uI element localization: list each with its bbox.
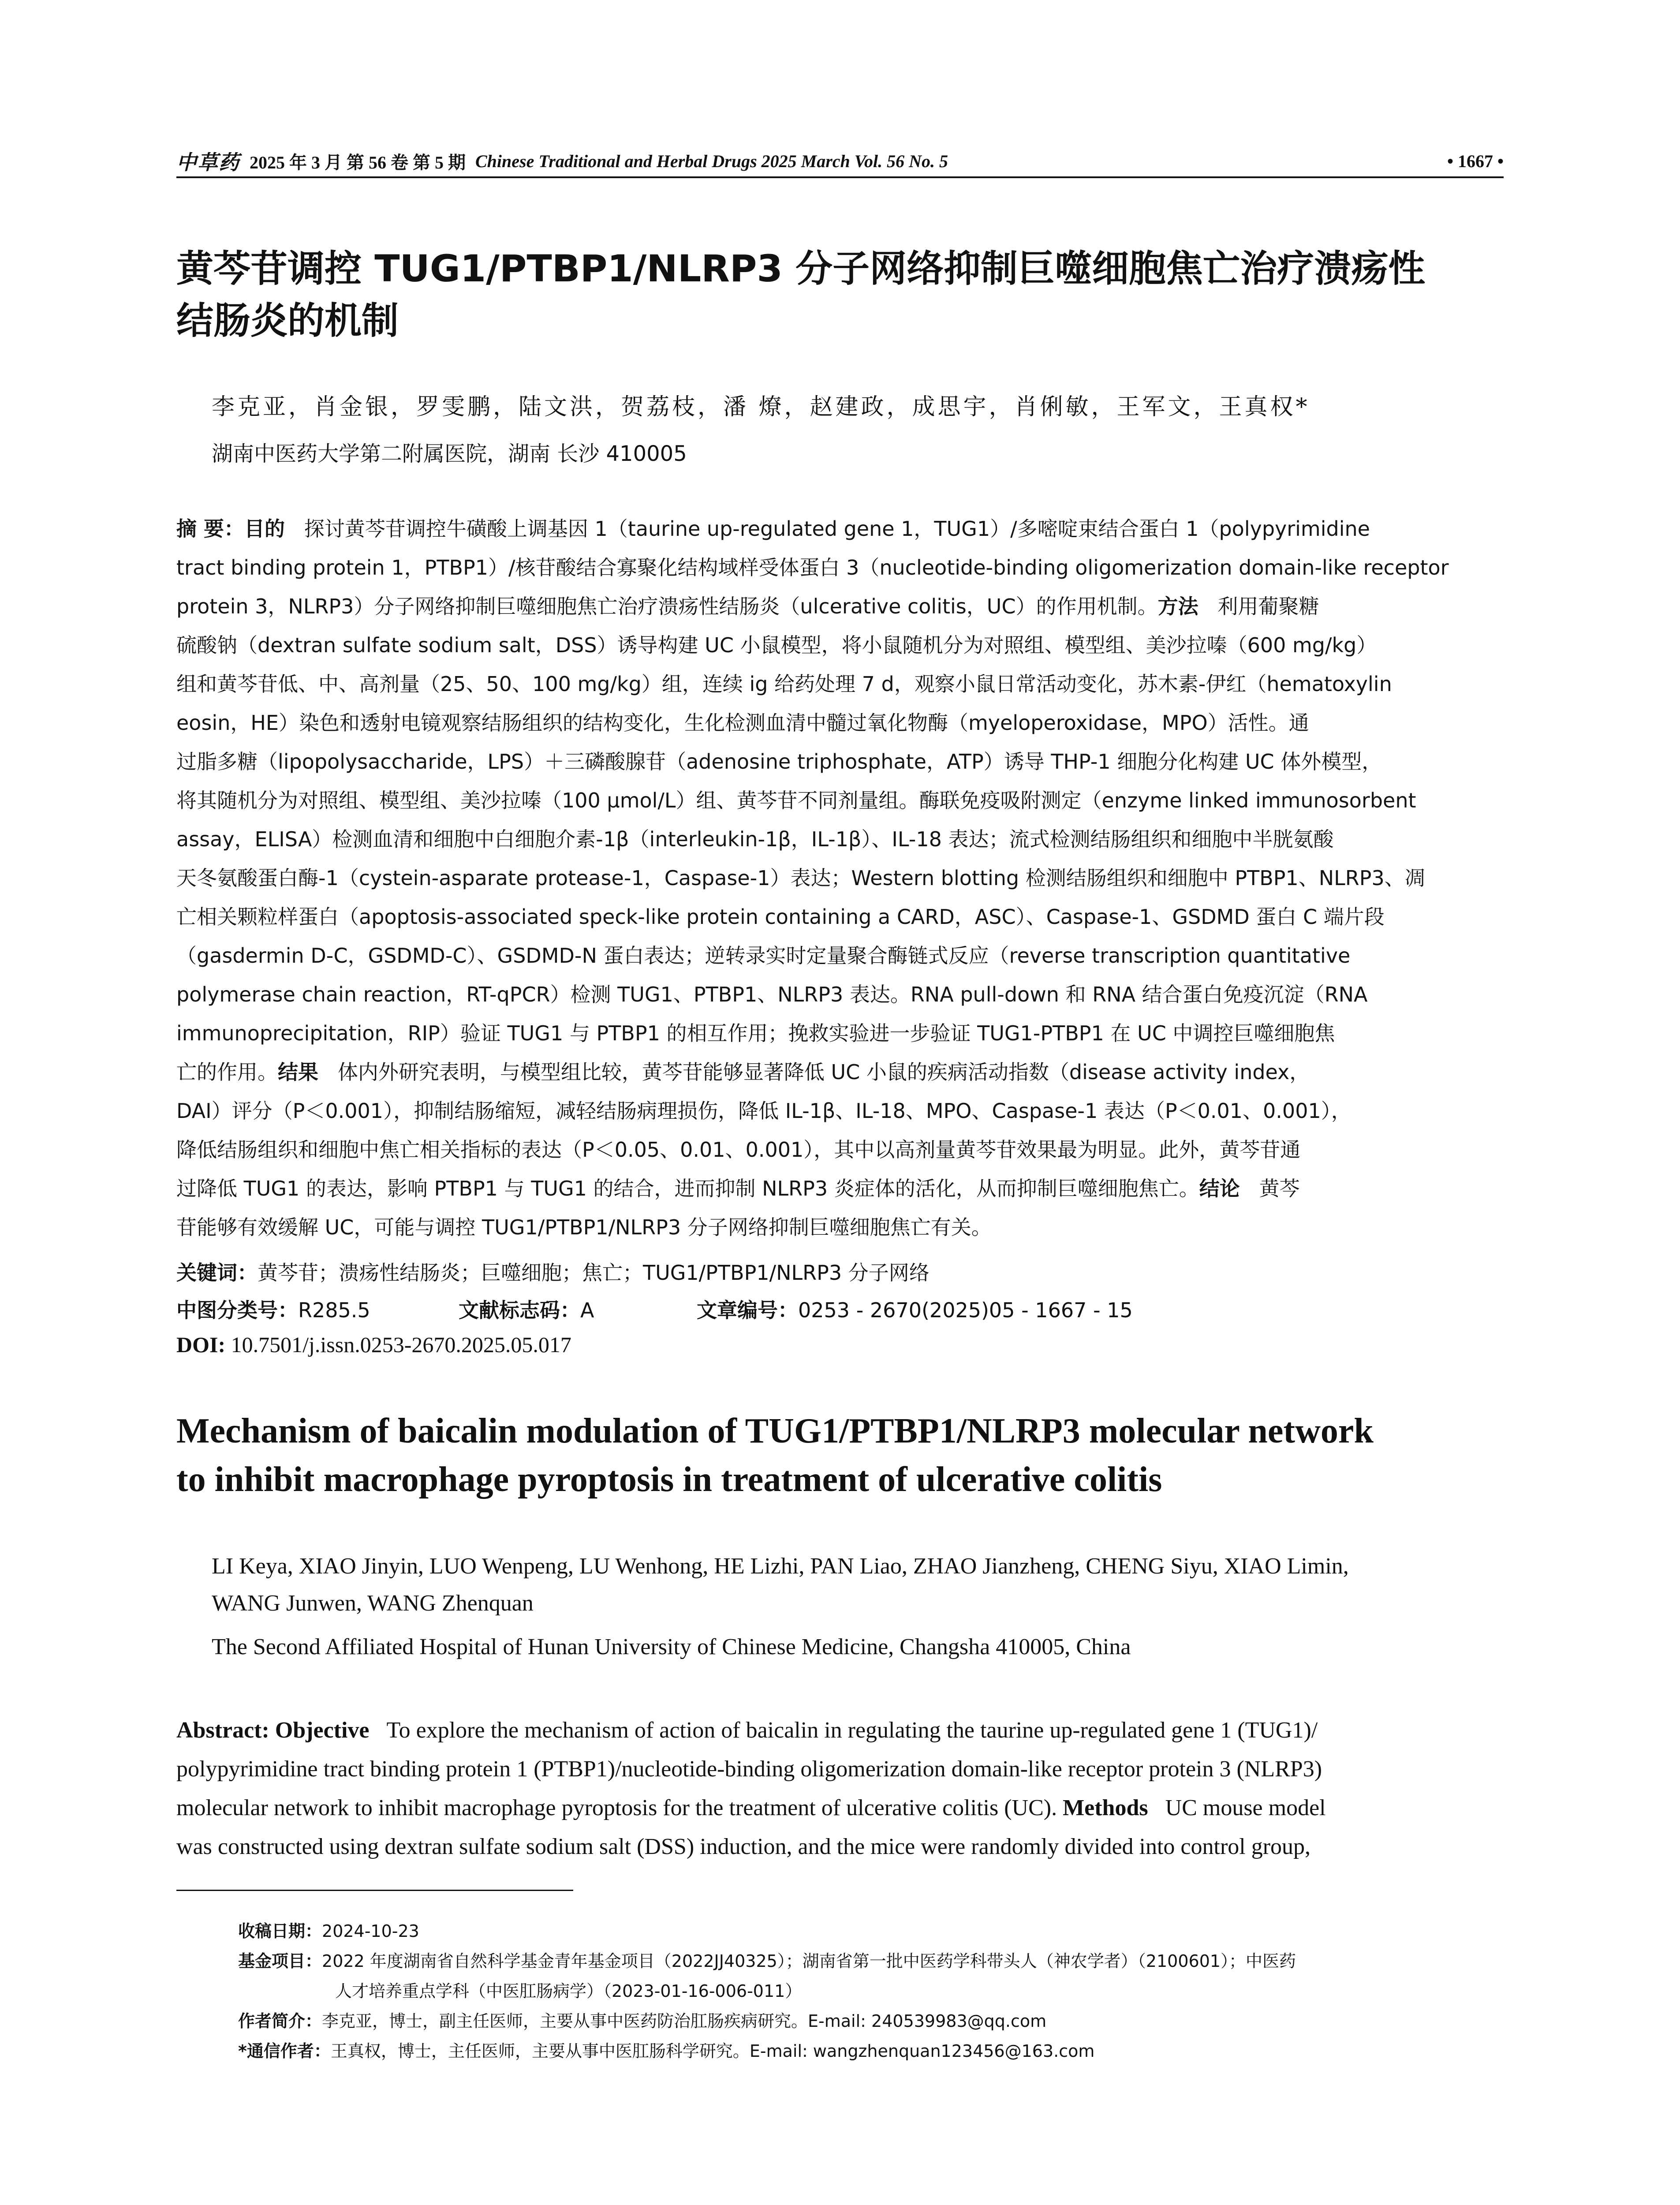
article-number-value: 0253 - 2670(2025)05 - 1667 - 15 (798, 1298, 1133, 1322)
abstract-cn-text: protein 3，NLRP3）分子网络抑制巨噬细胞焦亡治疗溃疡性结肠炎（ulcerative colitis，UC）的作用机制。 (176, 594, 1158, 618)
abstract-cn-text: 过降低 TUG1 的表达，影响 PTBP1 与 TUG1 的结合，进而抑制 NLRP3 炎症体的活化，从而抑制巨噬细胞焦亡。 (176, 1177, 1199, 1200)
abstract-cn (176, 509, 1504, 1247)
footnotes (238, 1916, 1508, 2066)
abstract-cn-line (176, 1169, 1504, 1208)
clc-number (176, 1294, 459, 1323)
doi-value[interactable]: 10.7501/j.issn.0253-2670.2025.05.017 (231, 1332, 571, 1357)
authors-en-line: LI Keya, XIAO Jinyin, LUO Wenpeng, LU Wenhong, HE Lizhi, PAN Liao, ZHAO Jianzheng, CHENG Siyu, XIAO Limin, (212, 1554, 1349, 1579)
abstract-cn-line: 过脂多糖（lipopolysaccharide，LPS）＋三磷酸腺苷（adenosine triphosphate，ATP）诱导 THP-1 细胞分化构建 UC 体外模型， (176, 750, 1382, 774)
fund-label: 基金项目： (238, 1951, 322, 1971)
abstract-cn-text: 探讨黄芩苷调控牛磺酸上调基因 1（taurine up-regulated gene 1，TUG1）/多嘧啶束结合蛋白 1（polypyrimidine (304, 517, 1370, 541)
abstract-cn-line: immunoprecipitation，RIP）验证 TUG1 与 PTBP1 的相互作用；挽救实验进一步验证 TUG1-PTBP1 在 UC 中调控巨噬细胞焦 (176, 1021, 1335, 1045)
author-bio-value: 李克亚，博士，副主任医师，主要从事中医药防治肛肠疾病研究。E-mail: 240539983@qq.com (322, 2011, 1047, 2031)
abstract-cn-line: polymerase chain reaction，RT-qPCR）检测 TUG1、PTBP1、NLRP3 表达。RNA pull-down 和 RNA 结合蛋白免疫沉淀（RNA (176, 983, 1368, 1006)
title-cn-line-2: 结肠炎的机制 (176, 299, 399, 342)
article-number (697, 1294, 1133, 1323)
abstract-cn-line: assay，ELISA）检测血清和细胞中白细胞介素-1β（interleukin-1β，IL-1β）、IL-18 表达；流式检测结肠组织和细胞中半胱氨酸 (176, 827, 1334, 851)
abstract-cn-text: 利用葡聚糖 (1217, 594, 1319, 618)
abstract-en-text: To explore the mechanism of action of baicalin in regulating the taurine up-regulated gene 1 (TUG1)/ (386, 1718, 1318, 1743)
keywords-label: 关键词： (176, 1261, 258, 1285)
issue-info-cn: 2025 年 3 月 第 56 卷 第 5 期 (250, 152, 466, 172)
abstract-cn-text: 黄芩 (1259, 1177, 1300, 1200)
abstract-cn-line (176, 587, 1504, 626)
abstract-en (176, 1711, 1504, 1866)
abstract-cn-label: 摘 要： (176, 517, 245, 541)
corresponding-label: *通信作者： (238, 2041, 331, 2061)
abstract-cn-text: 体内外研究表明，与模型组比较，黄芩苷能够显著降低 UC 小鼠的疾病活动指数（disease activity index， (337, 1060, 1310, 1084)
footnote-fund (238, 1946, 1508, 1976)
journal-name-en: Chinese Traditional and Herbal Drugs 2025 March Vol. 56 No. 5 (475, 151, 948, 171)
title-cn-line-1: 黄芩苷调控 TUG1/PTBP1/NLRP3 分子网络抑制巨噬细胞焦亡治疗溃疡性 (176, 247, 1426, 290)
abstract-cn-line: 组和黄芩苷低、中、高剂量（25、50、100 mg/kg）组，连续 ig 给药处理 7 d，观察小鼠日常活动变化，苏木素-伊红（hematoxylin (176, 672, 1392, 696)
page-number: • 1667 • (1447, 151, 1504, 171)
abstract-cn-line: （gasdermin D-C，GSDMD-C）、GSDMD-N 蛋白表达；逆转录实时定量聚合酶链式反应（reverse transcription quantitative (176, 944, 1351, 968)
abstract-en-line (176, 1789, 1504, 1828)
abstract-cn-line: 天冬氨酸蛋白酶-1（cystein-asparate protease-1，Caspase-1）表达；Western blotting 检测结肠组织和细胞中 PTBP1、NLRP3、凋 (176, 866, 1425, 890)
author-bio-label: 作者简介： (238, 2011, 322, 2031)
title-en-line-2: to inhibit macrophage pyroptosis in treatment of ulcerative colitis (176, 1460, 1162, 1499)
abstract-cn-line: eosin，HE）染色和透射电镜观察结肠组织的结构变化，生化检测血清中髓过氧化物酶（myeloperoxidase，MPO）活性。通 (176, 711, 1309, 735)
journal-name-cn: 中草药 (176, 151, 240, 174)
running-header (176, 146, 1504, 176)
affiliation-cn: 湖南中医药大学第二附属医院，湖南 长沙 410005 (212, 441, 687, 466)
title-cn (176, 243, 1517, 347)
clc-label: 中图分类号： (176, 1298, 298, 1322)
abstract-cn-line: tract binding protein 1，PTBP1）/核苷酸结合寡聚化结构域样受体蛋白 3（nucleotide-binding oligomerization domain-like receptor (176, 556, 1449, 579)
abstract-en-label: Abstract: Objective (176, 1718, 370, 1743)
abstract-en-text: molecular network to inhibit macrophage pyroptosis for the treatment of ulcerative colitis (UC). (176, 1795, 1057, 1820)
clc-value: R285.5 (298, 1298, 370, 1322)
methods-label-cn: 方法 (1157, 594, 1198, 618)
results-label-cn: 结果 (278, 1060, 318, 1084)
abstract-cn-line: DAI）评分（P＜0.001），抑制结肠缩短，减轻结肠病理损伤，降低 IL-1β、IL-18、MPO、Caspase-1 表达（P＜0.01、0.001）， (176, 1099, 1351, 1123)
title-en-line-1: Mechanism of baicalin modulation of TUG1/PTBP1/NLRP3 molecular network (176, 1412, 1374, 1450)
abstract-en-line: polypyrimidine tract binding protein 1 (PTBP1)/nucleotide-binding oligomerization domain-like receptor protein 3 (NLRP3) (176, 1757, 1322, 1782)
keywords-text: 黄芩苷；溃疡性结肠炎；巨噬细胞；焦亡；TUG1/PTBP1/NLRP3 分子网络 (258, 1261, 930, 1285)
doi-row (176, 1332, 571, 1357)
header-rule (176, 176, 1504, 178)
received-value: 2024-10-23 (322, 1921, 419, 1941)
document-code (459, 1294, 697, 1323)
article-number-label: 文章编号： (697, 1298, 798, 1322)
abstract-cn-line: 降低结肠组织和细胞中焦亡相关指标的表达（P＜0.05、0.01、0.001），其中以高剂量黄芩苷效果最为明显。此外，黄芩苷通 (176, 1138, 1301, 1162)
affiliation-en: The Second Affiliated Hospital of Hunan University of Chinese Medicine, Changsha 410005, China (212, 1634, 1131, 1659)
methods-label-en: Methods (1063, 1795, 1148, 1820)
classification-row (176, 1294, 1133, 1323)
objective-label-cn: 目的 (244, 517, 285, 541)
fund-value: 2022 年度湖南省自然科学基金青年基金项目（2022JJ40325）；湖南省第一批中医药学科带头人（神农学者）（2100601）；中医药 (322, 1951, 1296, 1971)
footnote-corresponding (238, 2036, 1508, 2066)
doc-code-value: A (580, 1298, 594, 1322)
keywords-cn (176, 1257, 930, 1286)
footnote-received (238, 1916, 1508, 1946)
conclusion-label-cn: 结论 (1199, 1177, 1240, 1200)
doc-code-label: 文献标志码： (459, 1298, 580, 1322)
abstract-cn-line: 将其随机分为对照组、模型组、美沙拉嗪（100 μmol/L）组、黄芩苷不同剂量组。酶联免疫吸附测定（enzyme linked immunosorbent (176, 789, 1416, 812)
authors-cn: 李克亚，肖金银，罗雯鹏，陆文洪，贺荔枝，潘 燎，赵建政，成思宇，肖俐敏，王军文，王真权* (212, 394, 1310, 420)
abstract-cn-line: 苷能够有效缓解 UC，可能与调控 TUG1/PTBP1/NLRP3 分子网络抑制巨噬细胞焦亡有关。 (176, 1215, 992, 1239)
received-label: 收稿日期： (238, 1921, 322, 1941)
abstract-cn-line: 硫酸钠（dextran sulfate sodium salt，DSS）诱导构建 UC 小鼠模型，将小鼠随机分为对照组、模型组、美沙拉嗪（600 mg/kg） (176, 633, 1377, 657)
abstract-cn-text: 亡的作用。 (176, 1060, 278, 1084)
footnote-author (238, 2006, 1508, 2036)
title-en (176, 1407, 1521, 1504)
abstract-cn-line (176, 509, 1504, 548)
footnote-rule (176, 1890, 573, 1891)
abstract-en-text: UC mouse model (1165, 1795, 1326, 1820)
corresponding-value: 王真权，博士，主任医师，主要从事中医肛肠科学研究。E-mail: wangzhenquan123456@163.com (330, 2041, 1095, 2061)
fund-value-continued: 人才培养重点学科（中医肛肠病学）（2023-01-16-006-011） (335, 1981, 802, 2001)
doi-label: DOI: (176, 1332, 226, 1357)
abstract-cn-line (176, 1053, 1504, 1091)
authors-en-line: WANG Junwen, WANG Zhenquan (212, 1591, 534, 1616)
authors-en (212, 1548, 1512, 1622)
abstract-en-line (176, 1711, 1504, 1750)
abstract-en-line: was constructed using dextran sulfate sodium salt (DSS) induction, and the mice were randomly divided into control group, (176, 1834, 1311, 1859)
abstract-cn-line: 亡相关颗粒样蛋白（apoptosis-associated speck-like protein containing a CARD，ASC）、Caspase-1、GSDMD 蛋白 C 端片段 (176, 905, 1385, 929)
